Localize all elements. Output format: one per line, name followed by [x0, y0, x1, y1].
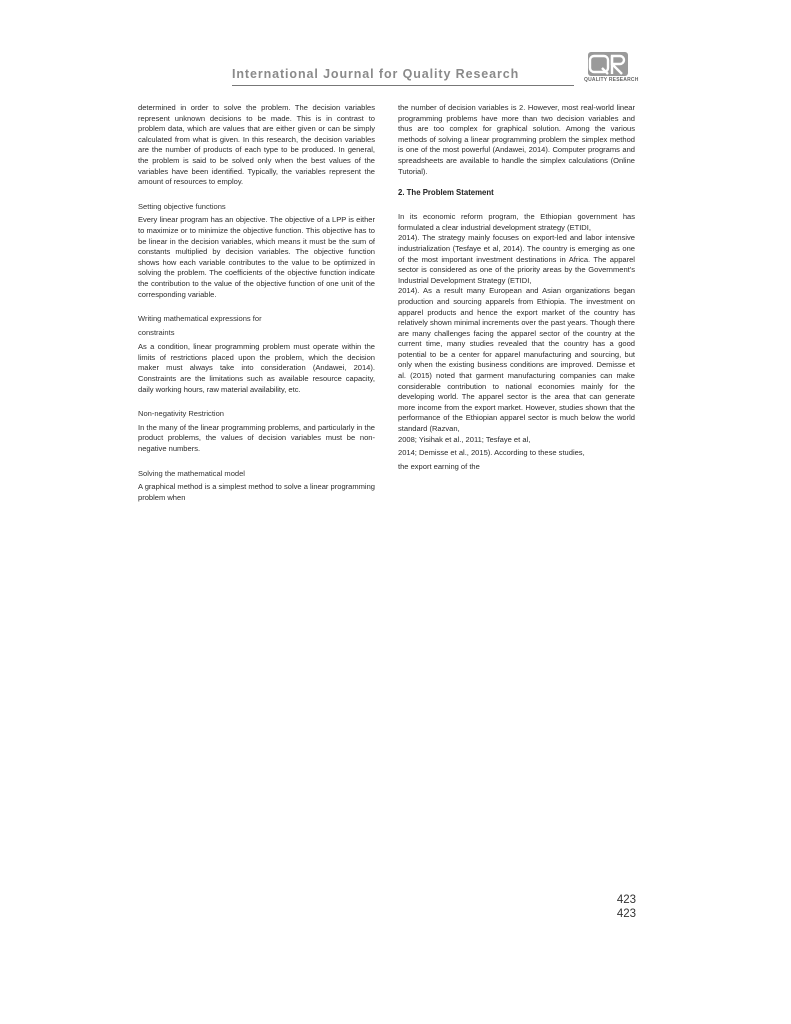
subheading-non-negativity: Non-negativity Restriction [138, 409, 224, 419]
qr-logo-icon [588, 52, 628, 76]
journal-header [232, 52, 642, 92]
subheading-constraints-line1: Writing mathematical expressions for [138, 314, 262, 324]
header-rule [232, 85, 574, 86]
page-number-duplicate: 423 [616, 908, 636, 920]
paragraph-problem-part2: 2014). The strategy mainly focuses on export-led and labor intensive industrialization (Tesfaye et al, 2014). The country is emerging as one of the most important investment destinations in Africa. The apparel sector is considered as one of the priority areas by the Government's Industrial Development Strategy (ETIDI, [398, 233, 635, 285]
right-column [398, 103, 635, 472]
paragraph-decision-variables: determined in order to solve the problem. The decision variables represent unknown decisions to be made. This is in contrast to problem data, which are values that are either given or can be simply calculated from what is given. In this research, the decision variables are the number of products of each type to be produced. In general, the problem is said to be solved only when the best values of the variables have been identified. Typically, the variables represent the amount of resources to employ. [138, 103, 375, 187]
journal-logo [578, 52, 640, 92]
page-number: 423 [616, 894, 636, 906]
paragraph-objective: Every linear program has an objective. The objective of a LPP is either to maximize or to minimize the objective function. This objective has to be linear in the decision variables, which means it must be the sum of constants multiplied by decision variables. The objective function shows how each variable contributes to the value to be optimized in solving the problem. The coefficients of the objective function indicate the contribution to the value of the objective function of one unit of the corresponding variable. [138, 215, 375, 299]
logo-text: QUALITY RESEARCH [584, 77, 639, 83]
section-heading-problem-statement: 2. The Problem Statement [398, 188, 494, 198]
paragraph-problem-part5: 2014; Demisse et al., 2015). According to these studies, [398, 448, 585, 458]
subheading-constraints-line2: constraints [138, 327, 175, 337]
paragraph-problem-part1: In its economic reform program, the Ethiopian government has formulated a clear industrial development strategy (ETIDI, [398, 212, 635, 232]
paragraph-problem-part4: 2008; Yisihak et al., 2011; Tesfaye et al, [398, 434, 531, 444]
journal-title: International Journal for Quality Research [232, 67, 520, 81]
paragraph-constraints: As a condition, linear programming problem must operate within the limits of restrictions placed upon the problem, which the decision maker must always take into consideration (Andawei, 2014). Constraints are the limitations such as available resource capacity, daily working hours, raw material availability, etc. [138, 342, 375, 394]
paragraph-graphical-method: A graphical method is a simplest method to solve a linear programming problem when [138, 482, 376, 502]
page-numbers [600, 893, 636, 921]
paragraph-simplex: the number of decision variables is 2. However, most real-world linear programming problems have more than two decision variables and thus are too complex for graphical solution. Among the various methods of solving a linear programming problem the simplex method is one of the most powerful (Andawei, 2014). Computer programs and spreadsheets are available to handle the simplex calculations (Online Tutorial). [398, 103, 635, 176]
left-column [138, 103, 375, 503]
subheading-solving-model: Solving the mathematical model [138, 468, 245, 478]
subheading-objective-functions: Setting objective functions [138, 201, 226, 211]
paragraph-problem-part3: 2014). As a result many European and Asian organizations began production and sourcing apparels from Ethiopia. The investment on apparel products and hence the export market of the country has relatively shown minimal increments over the past years. Though there are many challenges facing the apparel sector of the country at the current time, many studies revealed that the country has a good potential to be a center for apparel manufacturing and sourcing, but only when the existing business conditions are improved. Demisse et al. (2015) noted that garment manufacturing companies can make considerable contribution to national economies mainly for the developing world. The apparel sector is the area that can generate more income from the export market. However, studies shown that the performance of the Ethiopian apparel sector is much below the world standard (Razvan, [398, 286, 635, 434]
paragraph-problem-part6: the export earning of the [398, 461, 480, 471]
paragraph-non-negativity: In the many of the linear programming problems, and particularly in the product problems, the values of decision variables must be non-negative numbers. [138, 422, 375, 454]
